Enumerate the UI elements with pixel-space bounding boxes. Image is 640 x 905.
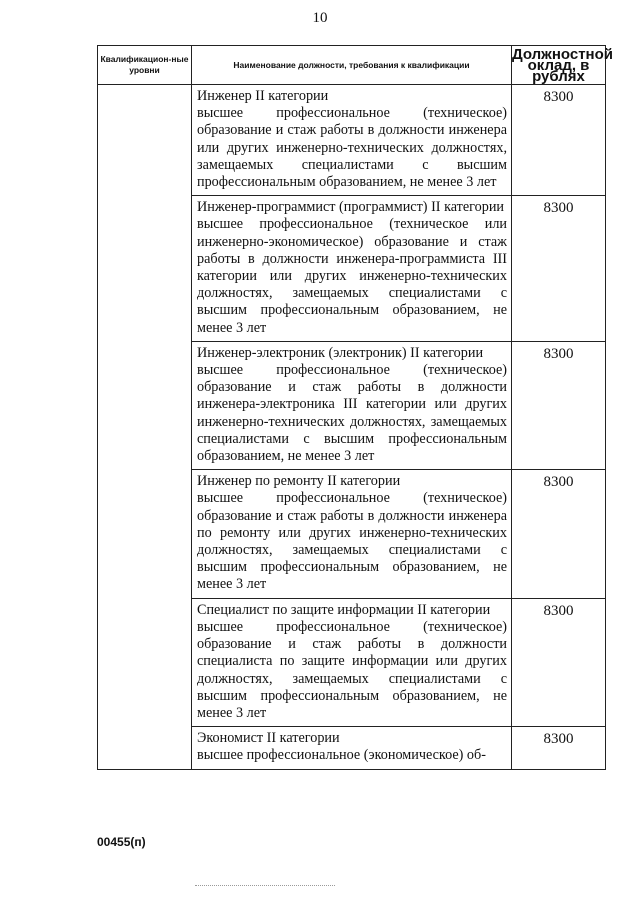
salary-value: 8300	[543, 89, 574, 105]
table-row	[98, 85, 606, 196]
levels-cell	[98, 85, 192, 770]
scan-artifact	[195, 885, 335, 888]
position-requirements: высшее профессиональное (экономическое) об-	[197, 747, 486, 764]
table-header-row	[98, 46, 606, 85]
salary-cell	[512, 341, 606, 469]
salary-value: 8300	[543, 474, 574, 491]
page-number: 10	[312, 10, 328, 26]
salary-value: 8300	[543, 200, 574, 217]
salary-cell	[512, 196, 606, 342]
salary-cell	[512, 470, 606, 598]
document-code: 00455(п)	[97, 835, 146, 849]
position-cell	[192, 727, 512, 769]
position-requirements: высшее профессиональное (техническое) образование и стаж работы в должности специалиста по защите информации или других должностях, замещаемых специалистами с высшим профессиональным образованием, не менее 3 лет	[197, 618, 507, 721]
position-title: Инженер-электроник (электроник) II категории	[197, 344, 484, 361]
salary-value: 8300	[543, 731, 574, 748]
position-cell	[192, 598, 512, 726]
salary-value: 8300	[543, 345, 574, 362]
salary-value: 8300	[543, 602, 574, 619]
position-cell	[192, 85, 512, 196]
header-salary: Должностной оклад, в рублях	[512, 45, 613, 85]
position-title: Инженер по ремонту II категории	[197, 473, 401, 490]
position-title: Инженер II категории	[197, 88, 329, 104]
position-requirements: высшее профессиональное (техническое) образование и стаж работы в должности инженера или других инженерно-технических должностях, замещаемых специалистами с высшим профессиональным образованием, не менее 3 лет	[197, 105, 507, 191]
position-cell	[192, 196, 512, 342]
position-cell	[192, 341, 512, 469]
qualification-table	[97, 45, 613, 770]
header-levels: Квалификацион-ные уровни	[98, 46, 192, 85]
position-requirements: высшее профессиональное (техническое) образование и стаж работы в должности инженера-электроника III категории или других инженерно-технических должностях, замещаемых специалистами с высшим профессиональным образованием, не менее 3 лет	[197, 362, 507, 465]
header-position: Наименование должности, требования к квалификации	[192, 46, 512, 85]
salary-cell	[512, 727, 606, 769]
position-requirements: высшее профессиональное (техническое) образование и стаж работы в должности инженера по ремонту или других инженерно-технических должностях, замещаемых специалистами с высшим профессиональным образованием, не менее 3 лет	[197, 490, 507, 593]
position-title: Экономист II категории	[197, 730, 340, 747]
position-requirements: высшее профессиональное (техническое или инженерно-экономическое) образование и стаж работы в должности инженера-программиста III категории или других инженерно-технических должностях, замещаемых специалистами с высшим профессиональным образованием, не менее 3 лет	[197, 216, 507, 336]
position-title: Инженер-программист (программист) II категории	[197, 199, 505, 216]
position-cell	[192, 470, 512, 598]
position-title: Специалист по защите информации II категории	[197, 601, 491, 618]
salary-cell	[512, 598, 606, 726]
salary-cell	[512, 85, 606, 196]
